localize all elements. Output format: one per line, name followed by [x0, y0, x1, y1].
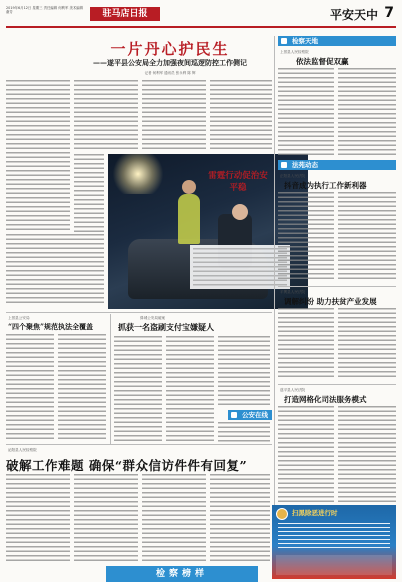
gongan-online-header: 公安在线: [228, 410, 272, 420]
lead-body-col1b: [6, 234, 104, 306]
a2-body-d: [218, 422, 270, 442]
lead-body-col4: [210, 80, 272, 150]
court2-source: 平舆县人民法院: [280, 290, 306, 294]
a2-source: 驿城公安局破案: [140, 316, 166, 320]
a2-body-a: [114, 336, 162, 442]
jiancha-header: 检察天地: [278, 36, 396, 46]
a2-body-c: [218, 336, 270, 406]
court3-source: 遂平县人民法院: [280, 388, 306, 392]
a1-title: “四个聚焦”规范执法全覆盖: [8, 322, 94, 331]
court1-body-b: [338, 192, 396, 282]
court3-body-b: [338, 406, 396, 502]
court2-title: 调解纠纷 助力扶贫产业发展: [284, 297, 377, 306]
bottom-source: 泌阳县人民检察院: [8, 448, 37, 452]
mid-vdivider: [110, 314, 111, 444]
bottom-divider: [6, 444, 272, 445]
court1-body-a: [278, 192, 334, 282]
jiancha-bangyang-banner: 检察榜样: [106, 566, 258, 582]
lead-body-col1: [6, 80, 70, 230]
court2-body-a: [278, 308, 334, 380]
masthead-rule: [6, 26, 396, 28]
bottom-body-a: [6, 474, 70, 562]
promo-footer: [276, 555, 392, 575]
section-title: 平安天中: [329, 8, 378, 22]
court-divider-1: [278, 286, 396, 287]
a1-source: 上蔡县公安局: [8, 316, 30, 320]
masthead: [6, 5, 396, 31]
court2-body-b: [338, 308, 396, 380]
promo-text: [278, 523, 390, 549]
lead-body-col3: [142, 80, 206, 150]
lead-body-col2b: [74, 154, 104, 232]
mid-divider: [6, 312, 272, 313]
fayuan-header: 法苑动态: [278, 160, 396, 170]
court3-body-a: [278, 406, 334, 502]
page-number: 7: [384, 5, 394, 21]
party-emblem-icon: [276, 508, 288, 520]
court-divider-2: [278, 384, 396, 385]
lead-headline: 一片丹心护民生: [110, 40, 230, 58]
promo-title: 扫黑除恶进行时: [292, 509, 338, 517]
lead-byline: 记者 何利军 通讯员 张永利 陈 辉: [144, 71, 196, 75]
issue-meta: 2019年6月12日 星期三 责任编辑 何利军 美术编辑 谢芳: [6, 6, 84, 15]
court3-title: 打造网格化司法服务模式: [284, 395, 367, 404]
bottom-body-d: [210, 474, 270, 562]
a1-body-b: [58, 334, 106, 442]
lead-subheadline: ——遂平县公安局全力加强夜间巡逻防控工作侧记: [93, 58, 247, 67]
newspaper-logo: 驻马店日报: [90, 7, 160, 21]
photo-caption: 雷霆行动促治安平稳: [208, 171, 268, 193]
bottom-headline: 破解工作难题 确保“群众信访件件有回复”: [6, 458, 248, 473]
saohei-promo: [272, 505, 396, 579]
lead-body-col2: [74, 80, 138, 150]
bottom-body-b: [74, 474, 138, 562]
a2-title: 抓获一名盗刷支付宝嫌疑人: [118, 322, 214, 332]
jiancha-body-b: [338, 68, 396, 158]
bottom-body-c: [142, 474, 206, 562]
jiancha-body-a: [278, 68, 334, 158]
court1-title: 抖音成为执行工作新利器: [284, 181, 367, 190]
column-divider: [274, 36, 275, 556]
photo-note: [190, 245, 290, 289]
court1-source: 正阳县人民法院: [280, 174, 306, 178]
a2-body-b: [166, 336, 214, 442]
a1-body-a: [6, 334, 54, 442]
jiancha-title: 依法监督促双赢: [296, 57, 349, 66]
jiancha-source: 上蔡县人民检察院: [280, 50, 309, 54]
